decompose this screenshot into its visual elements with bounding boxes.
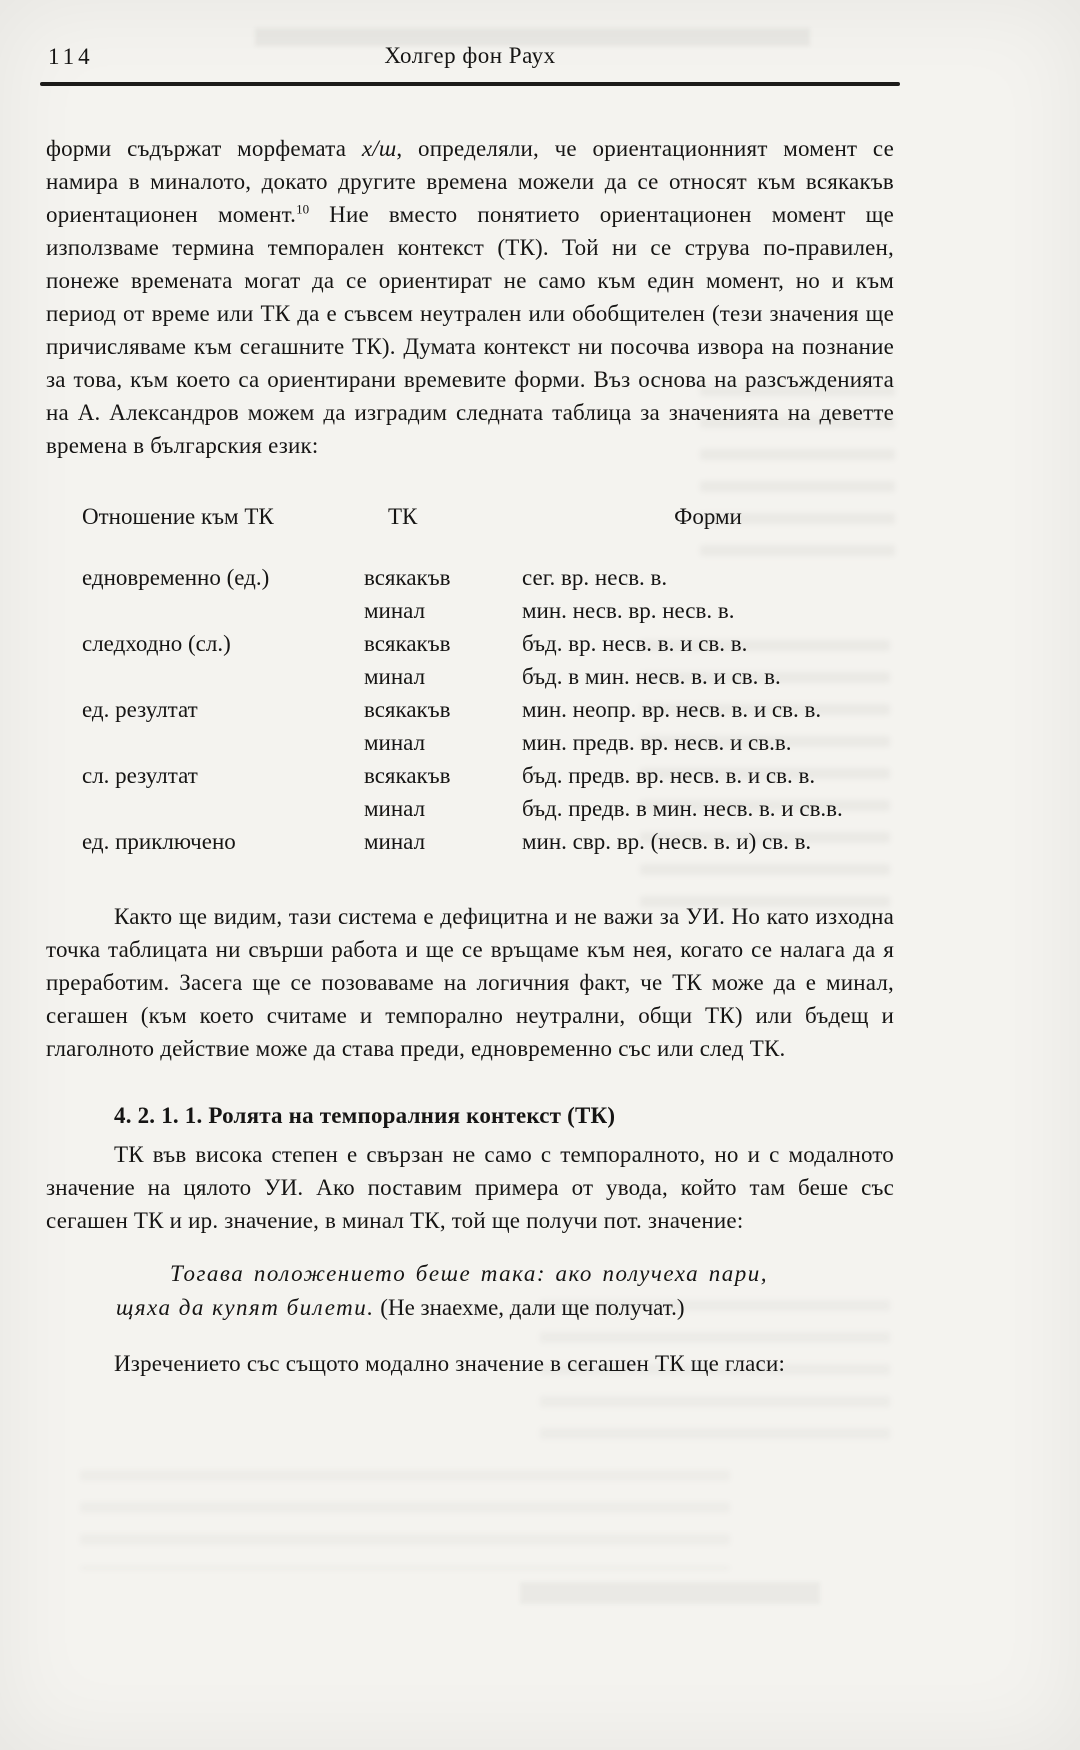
table-cell-tk: минал — [364, 829, 426, 854]
table-cell-forms: мин. свр. вр. (несв. в. и) св. в. — [522, 829, 812, 854]
table-header-tk: ТК — [388, 504, 418, 529]
table-row — [82, 594, 894, 627]
page-body — [46, 132, 894, 1380]
page-number: 114 — [48, 44, 94, 69]
example-sentence — [116, 1257, 768, 1325]
table-cell-forms: мин. предв. вр. несв. и св.в. — [522, 730, 792, 755]
table-row — [82, 759, 894, 792]
table-cell-tk: минал — [364, 730, 426, 755]
paragraph-section-intro: ТК във висока степен е свързан не само с темпоралното, но и с модалното значение на цялото УИ. Ако поставим примера от увода, който там беше със сегашен ТК и ир. значение, в минал ТК, той ще получи пот. значение: — [46, 1142, 894, 1233]
bleedthrough-smudge — [520, 1582, 820, 1604]
table-cell-forms: мин. неопр. вр. несв. в. и св. в. — [522, 697, 822, 722]
page-header — [46, 38, 894, 86]
intro-emphasis: х/ш — [361, 136, 397, 161]
table-cell-tk: всякакъв — [364, 697, 451, 722]
table-cell-tk: всякакъв — [364, 565, 451, 590]
intro-tail: Ние вместо понятието ориентационен момент ще използваме термина темпорален контекст (ТК). Той ни се струва по-правилен, понеже времената могат да се ориентират не само към един момент, но и към период от време или ТК да е съвсем неутрален или обобщителен (тези значения ще причисляваме към сегашните ТК). Думата контекст ни посочва извора на познание за това, към което са ориентирани времевите форми. Въз основа на разсъжденията на А. Александров можем да изградим следната таблица за значенията на деветте времена в българския език: — [46, 202, 894, 458]
table-cell-relation — [82, 594, 364, 627]
footnote-reference: 10 — [296, 201, 310, 217]
paragraph-discussion: Както ще видим, тази система е дефицитна и не важи за УИ. Но като изходна точка таблицата ни свърши работа и ще се връщаме към нея, когато се налага да я преработим. Засега ще се позоваваме на логичния факт, че ТК може да е минал, сегашен (към което считаме и темпорално неутрални, общи ТК) или бъдещ и глаголното действие може да става преди, едновременно със или след ТК. — [46, 904, 894, 1061]
table-cell-tk: минал — [364, 664, 426, 689]
table-row — [82, 660, 894, 693]
table-row — [82, 726, 894, 759]
table-cell-relation — [82, 726, 364, 759]
table-cell-forms: бъд. в мин. несв. в. и св. в. — [522, 664, 781, 689]
table-cell-tk: минал — [364, 598, 426, 623]
tense-table — [82, 500, 894, 858]
table-cell-relation — [82, 792, 364, 825]
table-cell-forms: бъд. предв. в мин. несв. в. и св.в. — [522, 796, 843, 821]
bleedthrough-smudge — [80, 1470, 730, 1570]
running-title: Холгер фон Раух — [384, 43, 556, 68]
table-header-forms: Форми — [674, 504, 742, 529]
table-row — [82, 627, 894, 660]
table-row — [82, 792, 894, 825]
table-cell-relation: сл. резултат — [82, 763, 198, 788]
table-row — [82, 561, 894, 594]
table-header-relation: Отношение към ТК — [82, 504, 274, 529]
paragraph-intro — [46, 132, 894, 462]
section-heading: 4. 2. 1. 1. Ролята на темпоралния контекст (ТК) — [114, 1103, 616, 1128]
table-row — [82, 693, 894, 726]
table-header-row — [82, 500, 894, 533]
table-cell-forms: бъд. вр. несв. в. и св. в. — [522, 631, 748, 656]
table-cell-relation: ед. резултат — [82, 697, 198, 722]
paragraph-closing: Изречението със същото модално значение в сегашен ТК ще гласи: — [114, 1351, 786, 1376]
example-italic-text: Тогава положението беше така: ако получеха пари, щяха да купят билети. — [116, 1261, 768, 1320]
table-cell-forms: бъд. предв. вр. несв. в. и св. в. — [522, 763, 816, 788]
table-cell-tk: всякакъв — [364, 763, 451, 788]
table-row — [82, 825, 894, 858]
table-cell-forms: сег. вр. несв. в. — [522, 565, 668, 590]
table-cell-relation: следходно (сл.) — [82, 631, 231, 656]
table-cell-relation — [82, 660, 364, 693]
example-plain-text: (Не знаехме, дали ще получат.) — [380, 1295, 685, 1320]
header-rule — [40, 82, 900, 86]
table-cell-forms: мин. несв. вр. несв. в. — [522, 598, 735, 623]
table-cell-tk: всякакъв — [364, 631, 451, 656]
table-cell-relation: едновременно (ед.) — [82, 565, 270, 590]
table-cell-tk: минал — [364, 796, 426, 821]
intro-lead: форми съдържат морфемата — [46, 136, 362, 161]
table-cell-relation: ед. приключено — [82, 829, 236, 854]
intro-mid: , определяли, че ориентационният момент се намира в миналото, докато другите времена можели да се относят към всякакъв ориентационен момент. — [46, 136, 894, 227]
